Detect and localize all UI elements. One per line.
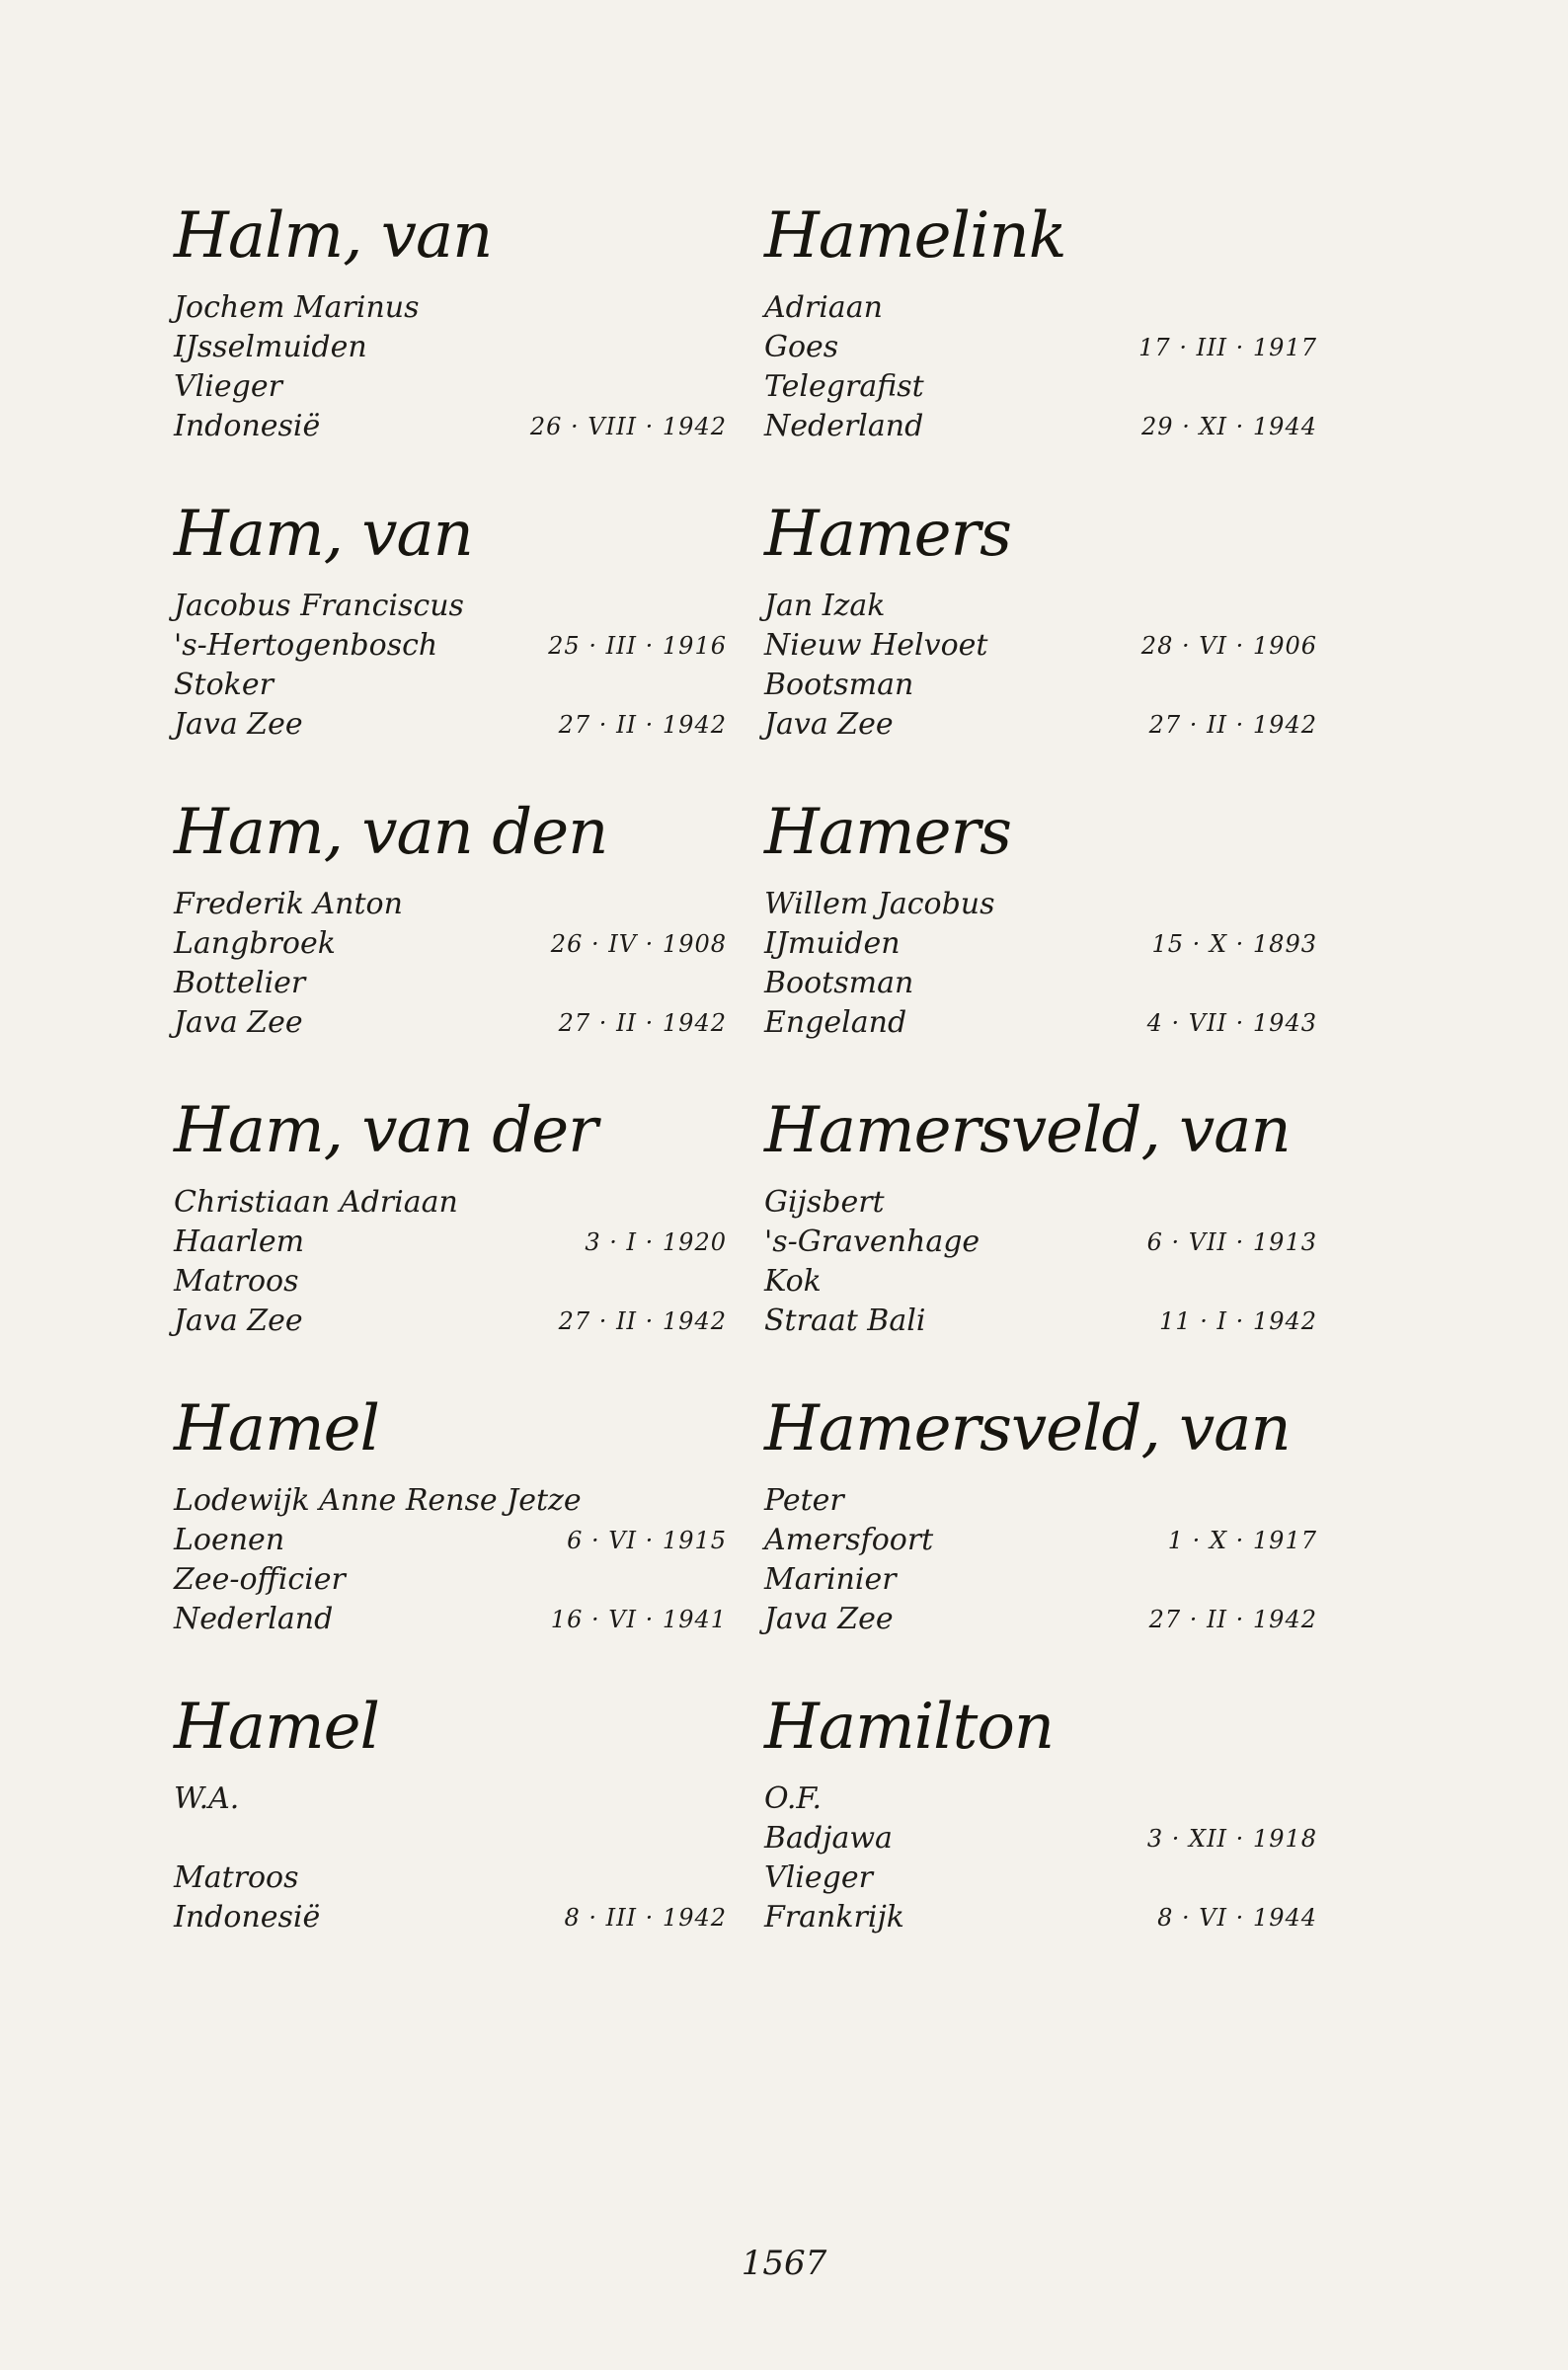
entry-ham-van-den (174, 794, 727, 1043)
entry-line (764, 1858, 1317, 1898)
line-date: 27 · II · 1942 (1148, 1606, 1317, 1633)
line-text: Telegrafist (764, 369, 924, 404)
entry-line (764, 1481, 1317, 1521)
entry-line (174, 1223, 727, 1262)
entry-line (764, 328, 1317, 367)
entry-line (174, 885, 727, 924)
line-text: Nieuw Helvoet (764, 628, 988, 663)
line-text: Matroos (174, 1860, 299, 1895)
line-text: Vlieger (174, 369, 282, 404)
entry-line (764, 407, 1317, 446)
entry-line (764, 587, 1317, 626)
entry-surname: Ham, van der (174, 1094, 597, 1167)
line-date: 27 · II · 1942 (558, 711, 727, 739)
entry-line (764, 288, 1317, 328)
entry-surname: Hamel (174, 1691, 379, 1764)
entry-halm-van (174, 198, 727, 446)
line-text: Stoker (174, 668, 274, 702)
line-date: 26 · VIII · 1942 (529, 413, 727, 440)
entry-line (764, 1302, 1317, 1341)
entry-line (764, 626, 1317, 666)
entry-line (174, 328, 727, 367)
line-text: Vlieger (764, 1860, 873, 1895)
line-text: Peter (764, 1483, 844, 1518)
line-date: 8 · III · 1942 (564, 1904, 727, 1932)
line-date: 17 · III · 1917 (1138, 334, 1317, 361)
entry-hamelink (764, 198, 1317, 446)
entry-ham-van-der (174, 1092, 727, 1341)
line-text: Nederland (174, 1602, 334, 1636)
line-date: 28 · VI · 1906 (1140, 632, 1317, 660)
line-text: Lodewijk Anne Rense Jetze (174, 1483, 582, 1518)
line-text: Jan Izak (764, 589, 886, 623)
entry-ham-van (174, 496, 727, 745)
entry-hamers-2 (764, 794, 1317, 1043)
entry-line (174, 1779, 727, 1819)
line-date: 11 · I · 1942 (1159, 1307, 1317, 1335)
line-date: 25 · III · 1916 (548, 632, 727, 660)
entry-line (764, 666, 1317, 705)
entry-surname: Hamel (174, 1392, 379, 1465)
entry-line (764, 1183, 1317, 1223)
line-text: Jochem Marinus (174, 290, 420, 325)
line-text: Willem Jacobus (764, 887, 995, 921)
line-date: 29 · XI · 1944 (1141, 413, 1317, 440)
entry-line (174, 1003, 727, 1043)
entry-line (174, 1898, 727, 1937)
entry-hamersveld-van-1 (764, 1092, 1317, 1341)
line-text: Haarlem (174, 1224, 305, 1259)
entry-line (174, 407, 727, 446)
line-date: 6 · VI · 1915 (567, 1527, 727, 1554)
line-text: Engeland (764, 1005, 907, 1040)
entry-line (764, 1819, 1317, 1858)
line-text: Indonesië (174, 409, 321, 443)
line-text: Kok (764, 1264, 822, 1299)
line-text: Java Zee (764, 1602, 894, 1636)
line-date: 8 · VI · 1944 (1157, 1904, 1317, 1932)
entry-line (764, 1898, 1317, 1937)
page-number: 1567 (741, 2244, 827, 2283)
entry-line (764, 964, 1317, 1003)
line-date: 4 · VII · 1943 (1146, 1009, 1317, 1037)
entry-line (174, 964, 727, 1003)
line-date: 16 · VI · 1941 (550, 1606, 727, 1633)
entry-line (764, 1003, 1317, 1043)
line-text: Indonesië (174, 1900, 321, 1935)
entry-hamersveld-van-2 (764, 1390, 1317, 1639)
entry-line (764, 705, 1317, 745)
entry-line (174, 1183, 727, 1223)
entry-line (174, 1560, 727, 1600)
entry-surname: Hamelink (764, 199, 1066, 273)
line-date: 27 · II · 1942 (558, 1009, 727, 1037)
line-date: 6 · VII · 1913 (1146, 1228, 1317, 1256)
line-text: Bootsman (764, 668, 914, 702)
line-date: 27 · II · 1942 (1148, 711, 1317, 739)
entry-line (764, 924, 1317, 964)
entry-line (174, 705, 727, 745)
entry-line (174, 666, 727, 705)
entry-line (174, 1858, 727, 1898)
line-text: Christiaan Adriaan (174, 1185, 458, 1220)
line-text: Marinier (764, 1562, 897, 1597)
line-text: Amersfoort (764, 1523, 934, 1557)
line-text: Loenen (174, 1523, 285, 1557)
line-text: Nederland (764, 409, 924, 443)
entry-line (174, 587, 727, 626)
entry-line (174, 1302, 727, 1341)
line-text: IJsselmuiden (174, 330, 367, 364)
line-text: Straat Bali (764, 1304, 926, 1338)
entry-line (174, 1262, 727, 1302)
line-date: 3 · I · 1920 (585, 1228, 727, 1256)
line-text: Frederik Anton (174, 887, 403, 921)
entry-surname: Hamers (764, 796, 1011, 869)
entry-line (764, 367, 1317, 407)
line-text: IJmuiden (764, 926, 901, 961)
entry-surname: Hamilton (764, 1691, 1055, 1764)
line-text: Java Zee (174, 1304, 303, 1338)
entry-hamers-1 (764, 496, 1317, 745)
entry-line (174, 1600, 727, 1639)
line-text: 's-Gravenhage (764, 1224, 980, 1259)
entry-line (764, 1262, 1317, 1302)
entry-surname: Hamersveld, van (764, 1392, 1291, 1465)
entry-hamel-2 (174, 1689, 727, 1937)
entry-line (174, 1819, 727, 1858)
entry-hamilton (764, 1689, 1317, 1937)
entry-line (174, 1481, 727, 1521)
line-text: Matroos (174, 1264, 299, 1299)
entry-line (764, 1600, 1317, 1639)
line-text: Java Zee (174, 1005, 303, 1040)
entry-hamel-1 (174, 1390, 727, 1639)
line-text: Langbroek (174, 926, 336, 961)
entry-line (764, 885, 1317, 924)
line-text: Java Zee (174, 707, 303, 742)
entry-line (174, 924, 727, 964)
line-text: Bottelier (174, 966, 306, 1000)
entry-surname: Halm, van (174, 199, 493, 273)
entry-surname: Hamers (764, 498, 1011, 571)
line-text: Gijsbert (764, 1185, 885, 1220)
entry-line (174, 1521, 727, 1560)
line-text: W.A. (174, 1781, 240, 1816)
line-date: 3 · XII · 1918 (1146, 1825, 1317, 1853)
line-text: Java Zee (764, 707, 894, 742)
entry-line (174, 626, 727, 666)
line-text: 's-Hertogenbosch (174, 628, 438, 663)
line-text: Jacobus Franciscus (174, 589, 464, 623)
entry-line (764, 1560, 1317, 1600)
line-text: Zee-officier (174, 1562, 346, 1597)
line-date: 27 · II · 1942 (558, 1307, 727, 1335)
entry-line (764, 1779, 1317, 1819)
entry-line (764, 1521, 1317, 1560)
line-text: Bootsman (764, 966, 914, 1000)
line-date: 1 · X · 1917 (1167, 1527, 1317, 1554)
line-text: Badjawa (764, 1821, 893, 1856)
line-text: Adriaan (764, 290, 883, 325)
line-date: 15 · X · 1893 (1151, 930, 1317, 958)
entry-surname: Hamersveld, van (764, 1094, 1291, 1167)
entry-surname: Ham, van den (174, 796, 608, 869)
line-text: Frankrijk (764, 1900, 904, 1935)
entry-line (764, 1223, 1317, 1262)
line-text: O.F. (764, 1781, 823, 1816)
line-date: 26 · IV · 1908 (550, 930, 727, 958)
entry-line (174, 367, 727, 407)
entry-surname: Ham, van (174, 498, 473, 571)
entry-line (174, 288, 727, 328)
line-text: Goes (764, 330, 839, 364)
